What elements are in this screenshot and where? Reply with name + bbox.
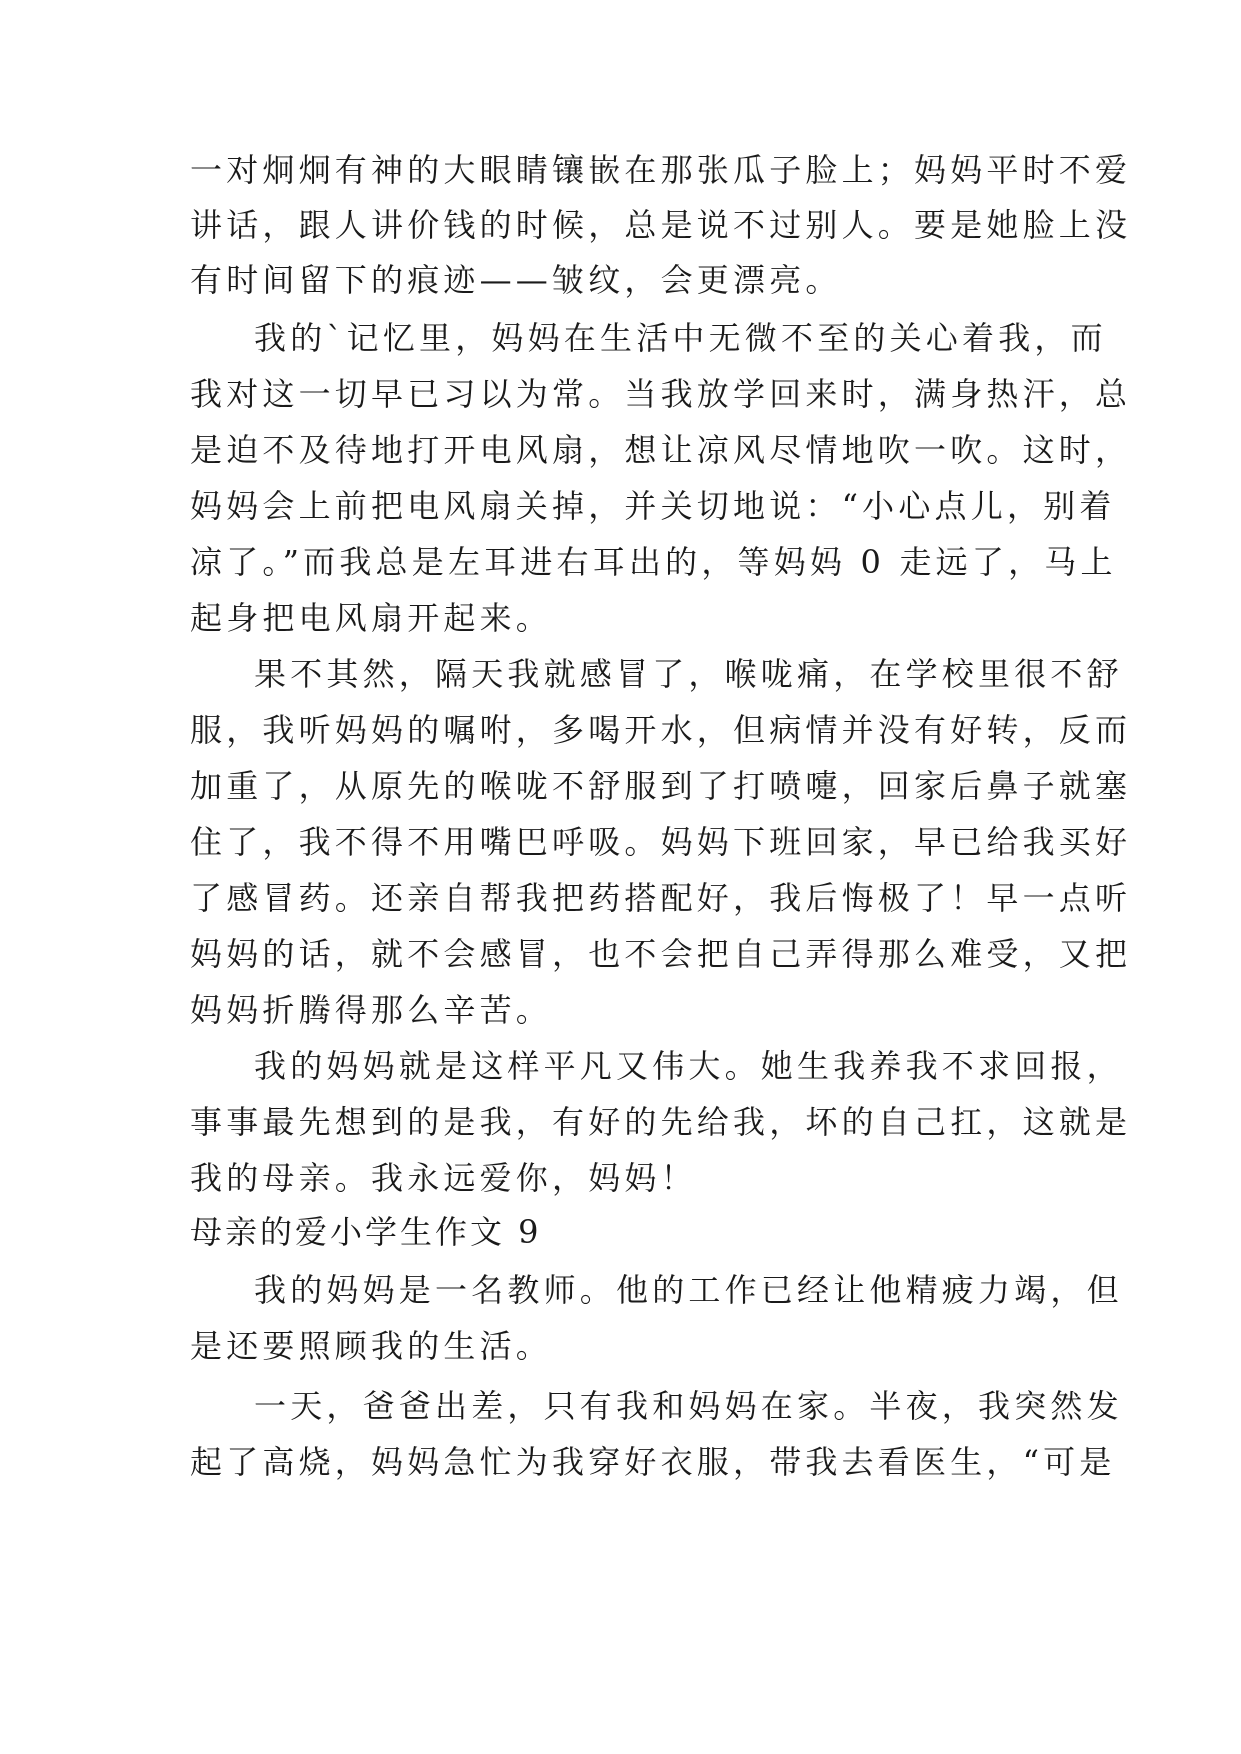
paragraph-line: 我的`记忆里，妈妈在生活中无微不至的关心着我，而 <box>254 319 1107 357</box>
paragraph-line: 妈妈会上前把电风扇关掉，并关切地说：“小心点儿，别着 <box>190 487 1116 525</box>
paragraph-line: 事事最先想到的是我，有好的先给我，坏的自己扛，这就是 <box>190 1103 1132 1141</box>
paragraph-line: 我的妈妈就是这样平凡又伟大。她生我养我不求回报， <box>254 1047 1123 1085</box>
paragraph-line: 起身把电风扇开起来。 <box>190 599 553 637</box>
paragraph-line: 凉了。”而我总是左耳进右耳出的，等妈妈 0 走远了，马上 <box>190 543 1117 581</box>
section-heading: 母亲的爱小学生作文 9 <box>190 1213 542 1251</box>
paragraph-line: 是还要照顾我的生活。 <box>190 1327 553 1365</box>
paragraph-line: 加重了，从原先的喉咙不舒服到了打喷嚏，回家后鼻子就塞 <box>190 767 1132 805</box>
paragraph-line: 一对炯炯有神的大眼睛镶嵌在那张瓜子脸上；妈妈平时不爱 <box>190 151 1132 189</box>
paragraph-line: 服，我听妈妈的嘱咐，多喝开水，但病情并没有好转，反而 <box>190 711 1132 749</box>
paragraph-line: 有时间留下的痕迹——皱纹，会更漂亮。 <box>190 261 842 299</box>
paragraph-line: 妈妈折腾得那么辛苦。 <box>190 991 553 1029</box>
paragraph-line: 我的妈妈是一名教师。他的工作已经让他精疲力竭，但 <box>254 1271 1123 1309</box>
paragraph-line: 讲话，跟人讲价钱的时候，总是说不过别人。要是她脸上没 <box>190 206 1132 244</box>
paragraph-line: 了感冒药。还亲自帮我把药搭配好，我后悔极了！早一点听 <box>190 879 1132 917</box>
paragraph-line: 我对这一切早已习以为常。当我放学回来时，满身热汗，总 <box>190 375 1132 413</box>
paragraph-line: 果不其然，隔天我就感冒了，喉咙痛，在学校里很不舒 <box>254 655 1123 693</box>
paragraph-line: 一天，爸爸出差，只有我和妈妈在家。半夜，我突然发 <box>254 1387 1123 1425</box>
paragraph-line: 住了，我不得不用嘴巴呼吸。妈妈下班回家，早已给我买好 <box>190 823 1132 861</box>
paragraph-line: 我的母亲。我永远爱你，妈妈！ <box>190 1159 697 1197</box>
paragraph-line: 起了高烧，妈妈急忙为我穿好衣服，带我去看医生，“可是 <box>190 1443 1116 1481</box>
paragraph-line: 妈妈的话，就不会感冒，也不会把自己弄得那么难受，又把 <box>190 935 1132 973</box>
paragraph-line: 是迫不及待地打开电风扇，想让凉风尽情地吹一吹。这时， <box>190 431 1132 469</box>
